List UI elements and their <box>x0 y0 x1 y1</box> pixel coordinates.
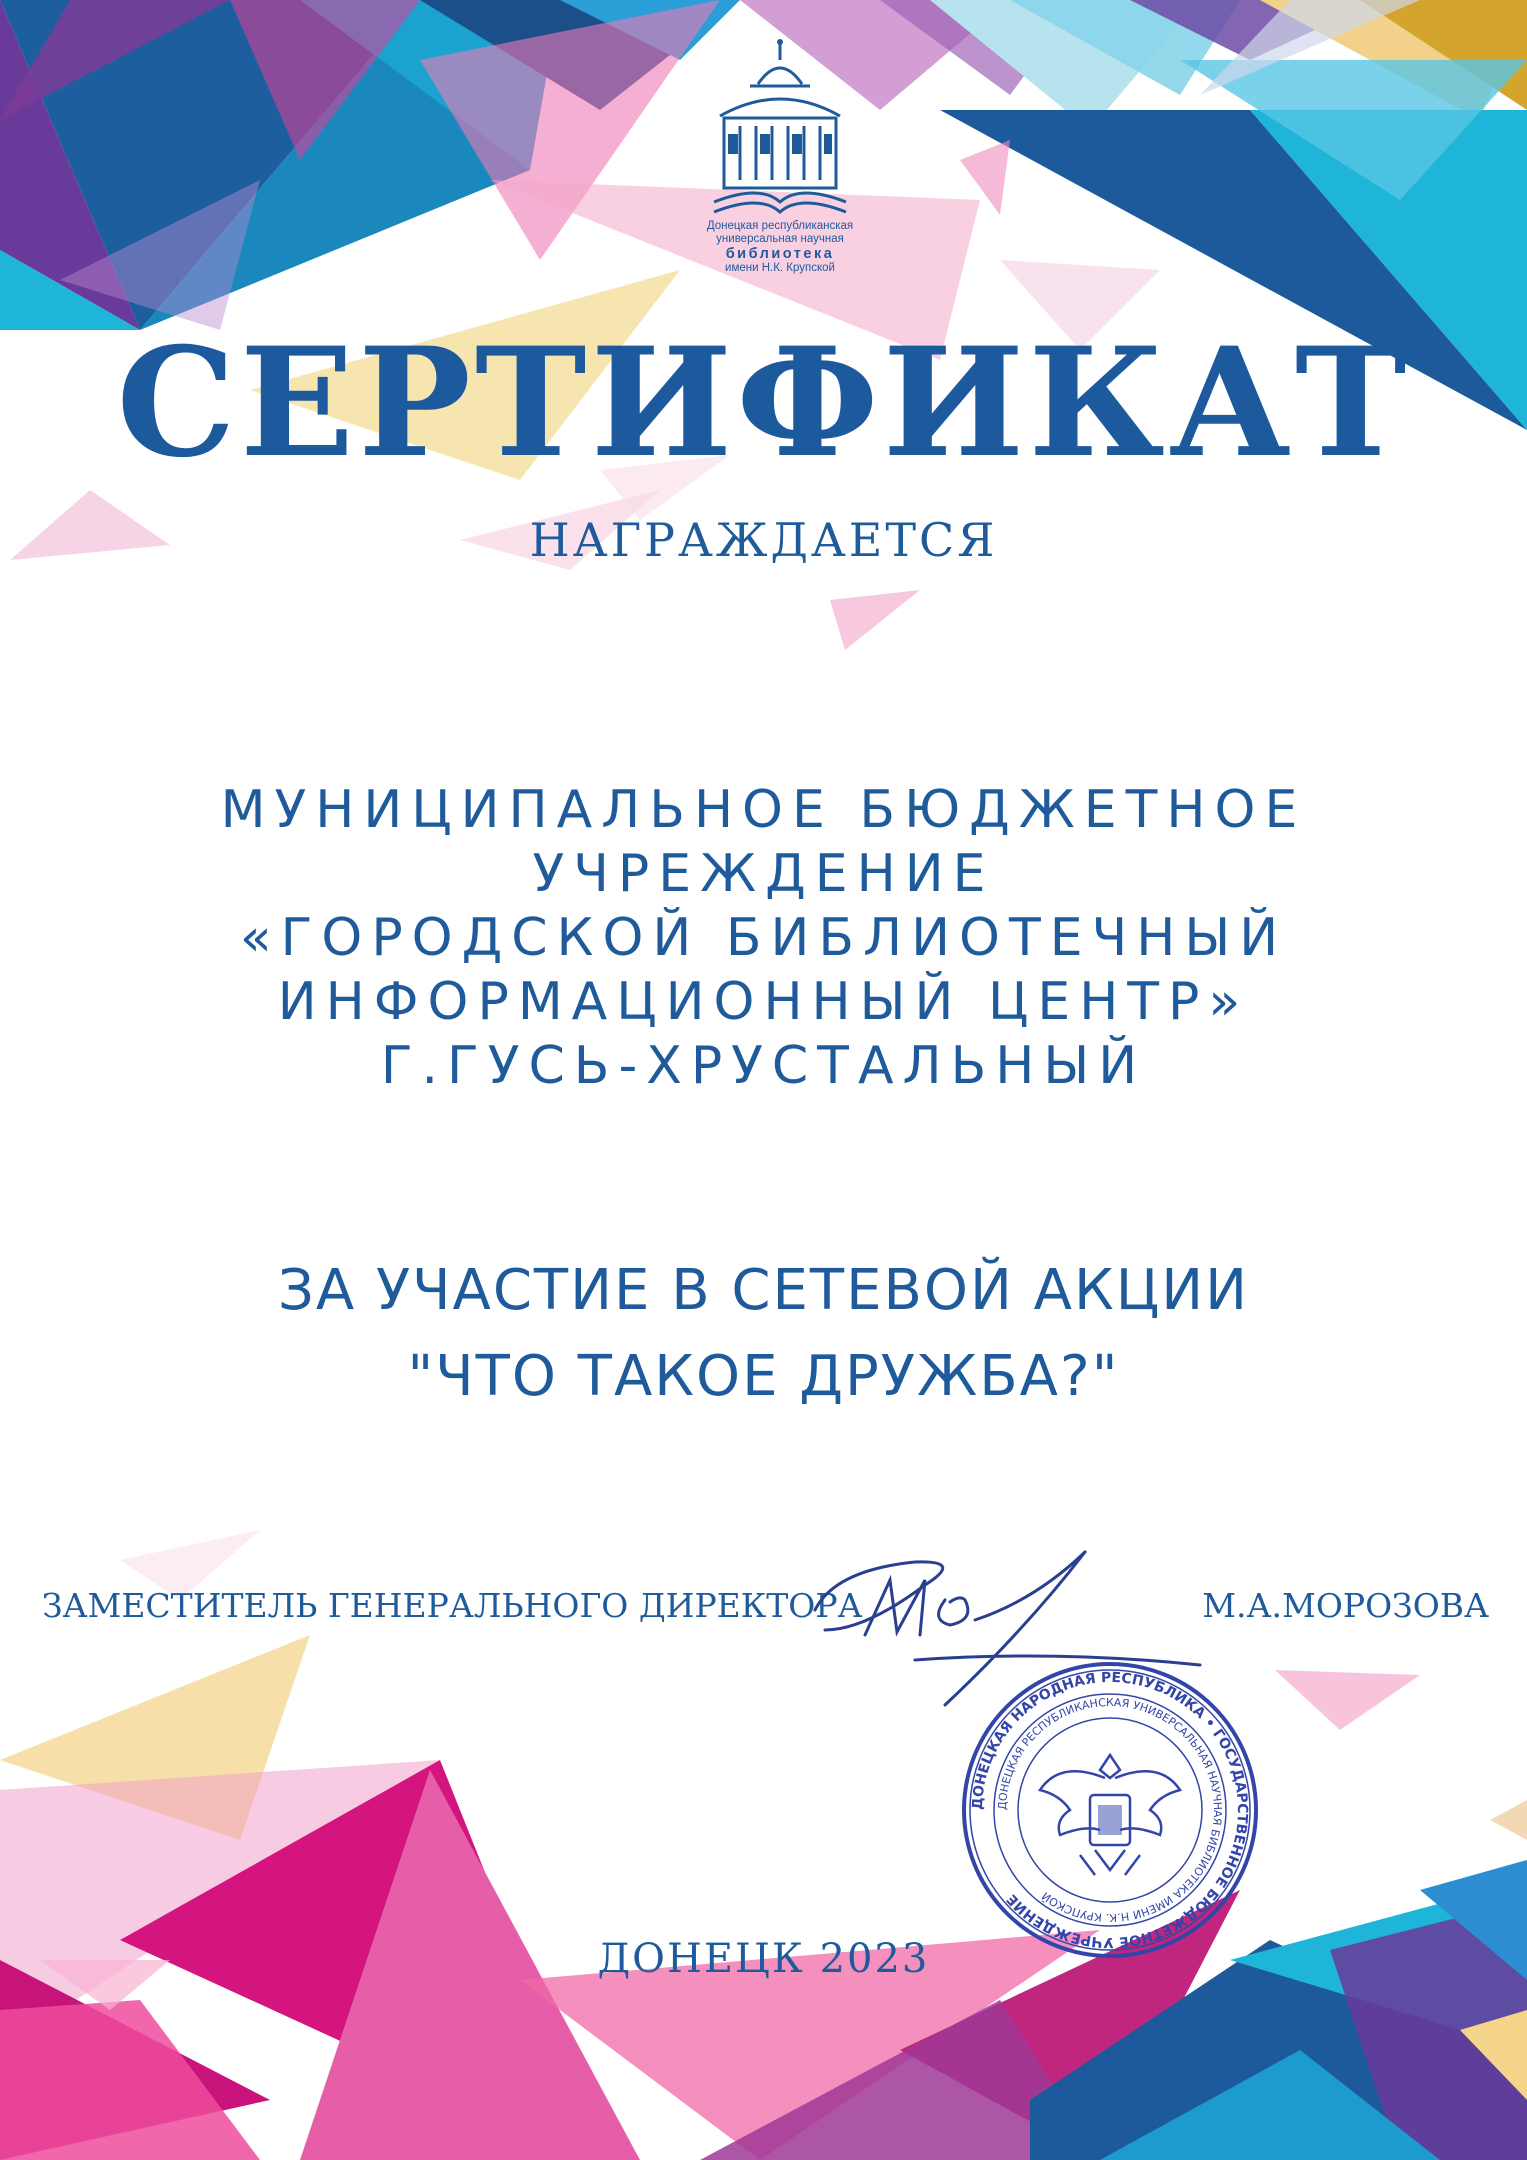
logo-line-2: универсальная научная <box>716 233 844 245</box>
logo-line-4: имени Н.К. Крупской <box>725 262 835 274</box>
city-and-year: ДОНЕЦК 2023 <box>597 1936 930 1982</box>
awarded-label: НАГРАЖДАЕТСЯ <box>529 513 998 567</box>
logo-line-3: библиотека <box>725 246 835 262</box>
recipient-name <box>0 778 1527 1098</box>
signer-position: ЗАМЕСТИТЕЛЬ ГЕНЕРАЛЬНОГО ДИРЕКТОРА <box>42 1586 863 1625</box>
official-stamp <box>960 1660 1260 1960</box>
recipient-line: МУНИЦИПАЛЬНОЕ БЮДЖЕТНОЕ <box>220 780 1307 840</box>
recipient-line: «ГОРОДСКОЙ БИБЛИОТЕЧНЫЙ <box>239 908 1288 968</box>
reason-line: ЗА УЧАСТИЕ В СЕТЕВОЙ АКЦИИ <box>277 1258 1250 1323</box>
recipient-line: УЧРЕЖДЕНИЕ <box>532 844 995 904</box>
signer-name: М.А.МОРОЗОВА <box>1202 1586 1489 1625</box>
certificate-title: СЕРТИФИКАТ <box>116 315 1411 491</box>
seal-inner-text: ДОНЕЦКАЯ РЕСПУБЛИКАНСКАЯ УНИВЕРСАЛЬНАЯ НАУЧНАЯ БИБЛИОТЕКА ИМЕНИ Н.К. КРУПСКОЙ <box>995 1695 1225 1925</box>
reason-line: "ЧТО ТАКОЕ ДРУЖБА?" <box>407 1344 1120 1409</box>
recipient-line: ИНФОРМАЦИОННЫЙ ЦЕНТР» <box>277 972 1250 1032</box>
recipient-line: Г.ГУСЬ-ХРУСТАЛЬНЫЙ <box>380 1036 1147 1096</box>
library-logo <box>700 34 860 294</box>
library-logo-text <box>700 220 860 275</box>
award-reason <box>0 1248 1527 1420</box>
logo-line-1: Донецкая республиканская <box>706 220 854 232</box>
seal-outer-text: ДОНЕЦКАЯ НАРОДНАЯ РЕСПУБЛИКА • ГОСУДАРСТВЕННОЕ БЮДЖЕТНОЕ УЧРЕЖДЕНИЕ <box>969 1669 1251 1951</box>
library-building-icon <box>700 34 860 224</box>
